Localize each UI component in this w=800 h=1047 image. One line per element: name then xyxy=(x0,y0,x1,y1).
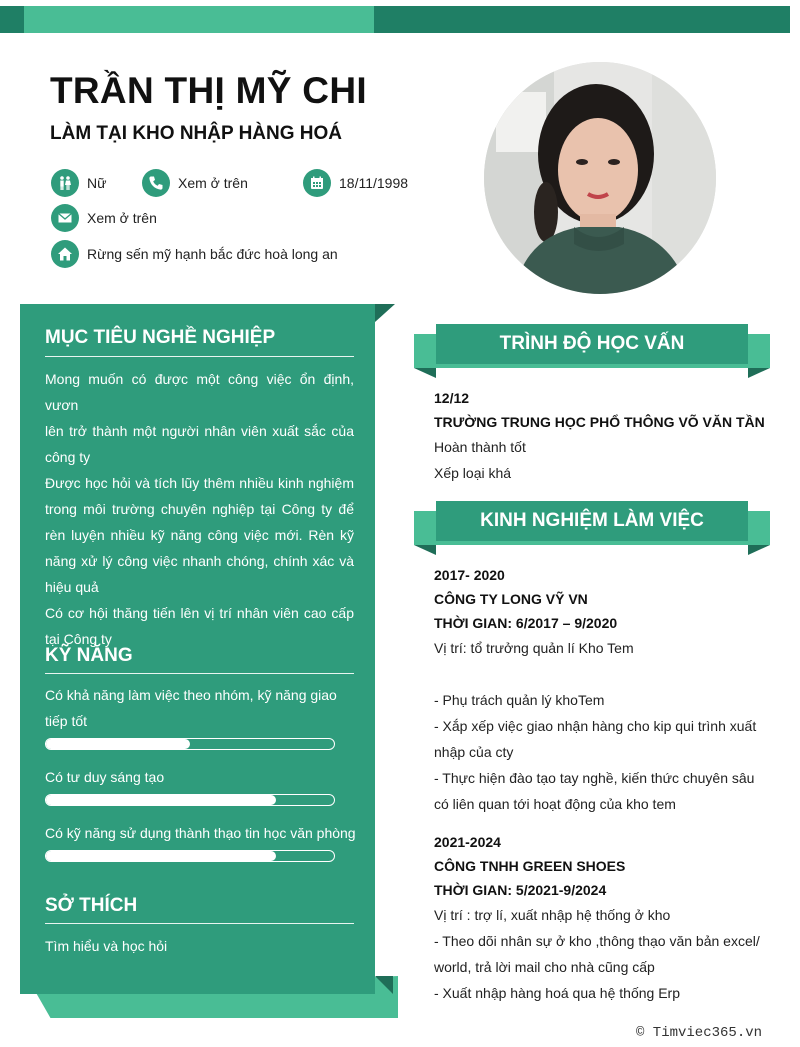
objective-line: hiệu quả xyxy=(45,579,99,595)
job-duty: - Phụ trách quản lý khoTem xyxy=(434,692,605,708)
hobbies-text: Tìm hiểu và học hỏi xyxy=(45,938,168,954)
job-company: CÔNG TNHH GREEN SHOES xyxy=(434,858,626,874)
info-phone xyxy=(142,168,248,198)
skill-label: Có kỹ năng sử dụng thành thạo tin học văn phòng xyxy=(45,825,356,841)
objective-text xyxy=(45,366,354,652)
phone-text: Xem ở trên xyxy=(178,175,248,191)
birthday-text: 18/11/1998 xyxy=(339,175,409,191)
objective-line: Mong muốn có được một công việc ổn định, vươn xyxy=(45,371,354,413)
ribbon-fold xyxy=(748,545,770,555)
skill-bar-fill xyxy=(46,851,276,861)
job-duty: - Xuất nhập hàng hoá qua hệ thống Erp xyxy=(434,985,680,1001)
objective-line: công ty xyxy=(45,449,91,465)
panel-fold-top xyxy=(375,304,395,322)
job-position: Vị trí : trợ lí, xuất nhập hệ thống ở kho xyxy=(434,907,671,923)
address-text: Rừng sến mỹ hạnh bắc đức hoà long an xyxy=(87,246,338,262)
ribbon-fold xyxy=(748,368,770,378)
job-duty: - Theo dõi nhân sự ở kho ,thông thạo văn bản excel/ xyxy=(434,933,760,949)
education-result: Hoàn thành tốt xyxy=(434,439,526,455)
education-grade: Xếp loại khá xyxy=(434,465,512,481)
profile-photo xyxy=(484,62,716,294)
skill-bar xyxy=(45,850,335,862)
objective-divider xyxy=(45,356,354,357)
skill-label: Có khả năng làm việc theo nhóm, kỹ năng giao xyxy=(45,687,337,703)
info-gender xyxy=(51,168,106,198)
job-period: 2017- 2020 xyxy=(434,567,505,583)
email-text: Xem ở trên xyxy=(87,210,157,226)
hobbies-divider xyxy=(45,923,354,924)
job-duty: - Xắp xếp việc giao nhận hàng cho kip qui trình xuất xyxy=(434,718,757,734)
education-school: TRƯỜNG TRUNG HỌC PHỔ THÔNG VÕ VĂN TẦN xyxy=(434,414,765,430)
objective-line: rèn luyện nhiều kỹ năng công việc mới. Rèn kỹ xyxy=(45,527,354,543)
objective-line: Được học hỏi và tích lũy thêm nhiều kinh nghiệm xyxy=(45,475,354,491)
hobbies-title: SỞ THÍCH xyxy=(45,895,138,916)
panel-fold-bottom xyxy=(375,976,393,994)
skills-title: KỸ NĂNG xyxy=(45,645,133,666)
objective-line: Có cơ hội thăng tiến lên vị trí nhân viên cao cấp xyxy=(45,605,354,621)
footer-copyright: © Timviec365.vn xyxy=(636,1025,763,1041)
info-birthday xyxy=(303,168,408,198)
info-address xyxy=(51,239,338,269)
objective-line: trong môi trường chuyên nghiệp tại Công ty để xyxy=(45,501,354,517)
skill-label: Có tư duy sáng tạo xyxy=(45,769,165,785)
job-duty: nhập của cty xyxy=(434,744,514,760)
ribbon-fold xyxy=(414,545,436,555)
education-period: 12/12 xyxy=(434,390,470,406)
skills-divider xyxy=(45,673,354,674)
gender-icon xyxy=(51,169,79,197)
job-period: 2021-2024 xyxy=(434,834,501,850)
skill-label: tiếp tốt xyxy=(45,713,88,729)
info-email xyxy=(51,203,157,233)
experience-title: KINH NGHIỆM LÀM VIỆC xyxy=(436,501,748,541)
objective-title: MỤC TIÊU NGHỀ NGHIỆP xyxy=(45,327,276,348)
education-title: TRÌNH ĐỘ HỌC VẤN xyxy=(436,324,748,364)
candidate-role: LÀM TẠI KHO NHẬP HÀNG HOÁ xyxy=(50,123,343,144)
job-duty: world, trả lời mail cho nhà cũng cấp xyxy=(434,959,655,975)
job-time: THỜI GIAN: 6/2017 – 9/2020 xyxy=(434,615,618,631)
skill-bar-fill xyxy=(46,795,276,805)
candidate-name: TRẦN THỊ MỸ CHI xyxy=(50,70,367,111)
top-bar-light xyxy=(24,6,374,33)
job-duty: - Thực hiện đào tạo tay nghề, kiến thức chuyên sâu xyxy=(434,770,755,786)
email-icon xyxy=(51,204,79,232)
home-icon xyxy=(51,240,79,268)
skill-bar xyxy=(45,738,335,750)
ribbon-fold xyxy=(414,368,436,378)
objective-line: lên trở thành một người nhân viên xuất sắc của xyxy=(45,423,354,439)
job-time: THỜI GIAN: 5/2021-9/2024 xyxy=(434,882,607,898)
skill-bar xyxy=(45,794,335,806)
phone-icon xyxy=(142,169,170,197)
job-duty: có liên quan tới hoạt động của kho tem xyxy=(434,796,676,812)
calendar-icon xyxy=(303,169,331,197)
gender-text: Nữ xyxy=(87,175,107,191)
job-company: CÔNG TY LONG VỸ VN xyxy=(434,591,588,607)
job-position: Vị trí: tổ trưởng quản lí Kho Tem xyxy=(434,640,634,656)
objective-line: năng xử lý công việc nhanh chóng, chính xác và xyxy=(45,553,354,569)
objective-line: tại Công ty xyxy=(45,631,112,647)
skill-bar-fill xyxy=(46,739,190,749)
